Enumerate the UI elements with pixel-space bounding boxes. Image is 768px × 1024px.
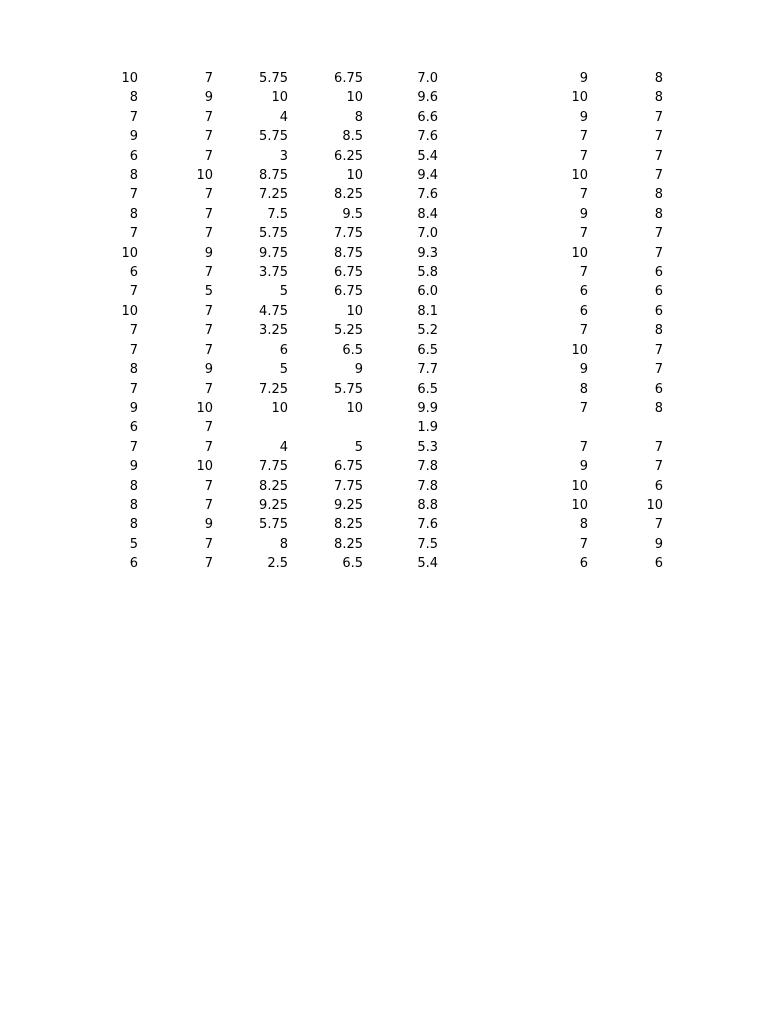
- table-cell: 10: [121, 303, 138, 319]
- table-cell: 7: [204, 439, 213, 455]
- table-row: [0, 263, 663, 282]
- table-cell: 7: [204, 109, 213, 125]
- table-cell: 4: [279, 109, 288, 125]
- table-cell: 10: [346, 400, 363, 416]
- table-cell: 5.25: [334, 323, 363, 339]
- table-cell: 7: [204, 206, 213, 222]
- table-cell: 7: [654, 342, 663, 358]
- table-cell: 1.9: [417, 420, 438, 436]
- table-cell: 7: [654, 245, 663, 261]
- table-row: [0, 244, 663, 263]
- table-cell: 7: [654, 439, 663, 455]
- table-cell: 6: [654, 478, 663, 494]
- table-cell: 9: [579, 362, 588, 378]
- table-cell: 7: [129, 381, 138, 397]
- table-cell: 7: [204, 129, 213, 145]
- table-cell: 7: [129, 226, 138, 242]
- table-cell: 6: [129, 420, 138, 436]
- table-cell: 8: [279, 536, 288, 552]
- table-cell: 10: [196, 400, 213, 416]
- table-cell: 7: [579, 400, 588, 416]
- table-cell: 9.25: [334, 497, 363, 513]
- table-cell: 10: [571, 245, 588, 261]
- table-cell: 6.5: [342, 556, 363, 572]
- table-cell: 7.8: [417, 459, 438, 475]
- table-cell: 7.6: [417, 129, 438, 145]
- table-cell: 7: [204, 381, 213, 397]
- table-cell: 6: [129, 148, 138, 164]
- table-cell: 7: [579, 536, 588, 552]
- table-cell: 8.25: [334, 517, 363, 533]
- table-cell: 7: [654, 459, 663, 475]
- table-cell: 7: [129, 439, 138, 455]
- table-cell: 8: [129, 90, 138, 106]
- table-cell: 10: [121, 71, 138, 86]
- table-cell: 6: [579, 284, 588, 300]
- table-cell: 6: [654, 265, 663, 281]
- table-cell: 5.4: [417, 556, 438, 572]
- table-cell: 5.4: [417, 148, 438, 164]
- table-cell: 9: [579, 71, 588, 86]
- table-cell: 10: [271, 90, 288, 106]
- table-cell: 9: [204, 245, 213, 261]
- table-cell: 6: [579, 303, 588, 319]
- table-cell: 9: [129, 400, 138, 416]
- table-cell: 7: [204, 497, 213, 513]
- table-cell: 7: [204, 536, 213, 552]
- table-cell: 6.75: [334, 284, 363, 300]
- table-cell: 7: [204, 420, 213, 436]
- table-cell: 10: [571, 497, 588, 513]
- table-row: [0, 496, 663, 515]
- table-cell: 8.8: [417, 497, 438, 513]
- table-cell: 10: [571, 478, 588, 494]
- table-cell: 10: [346, 168, 363, 184]
- table-row: [0, 147, 663, 166]
- table-row: [0, 418, 663, 437]
- table-cell: 7: [654, 148, 663, 164]
- table-cell: 7: [579, 226, 588, 242]
- table-cell: 9: [129, 129, 138, 145]
- table-cell: 10: [571, 90, 588, 106]
- table-row: [0, 88, 663, 107]
- table-cell: 2.5: [267, 556, 288, 572]
- table-row: [0, 535, 663, 554]
- table-cell: 5.2: [417, 323, 438, 339]
- table-cell: 7.5: [267, 206, 288, 222]
- table-cell: 3: [279, 148, 288, 164]
- table-cell: 5.75: [259, 517, 288, 533]
- table-cell: 10: [196, 168, 213, 184]
- table-cell: 10: [571, 342, 588, 358]
- table-cell: 5.75: [334, 381, 363, 397]
- table-cell: 10: [346, 303, 363, 319]
- table-cell: 8: [654, 187, 663, 203]
- table-cell: 4.75: [259, 303, 288, 319]
- table-cell: 7: [579, 323, 588, 339]
- table-cell: 5.75: [259, 129, 288, 145]
- table-cell: 9: [129, 459, 138, 475]
- table-cell: 10: [121, 245, 138, 261]
- table-cell: 7.7: [417, 362, 438, 378]
- table-cell: 7.25: [259, 381, 288, 397]
- table-cell: 6: [654, 381, 663, 397]
- table-cell: 9.9: [417, 400, 438, 416]
- table-row: [0, 302, 663, 321]
- table-cell: 8: [654, 206, 663, 222]
- table-cell: 9: [204, 517, 213, 533]
- table-cell: 7: [654, 129, 663, 145]
- table-cell: 9: [579, 109, 588, 125]
- table-cell: 8.5: [342, 129, 363, 145]
- table-cell: 9: [204, 90, 213, 106]
- table-cell: 9: [654, 536, 663, 552]
- table-cell: 7: [654, 109, 663, 125]
- table-cell: 7: [204, 556, 213, 572]
- table-cell: 5: [279, 362, 288, 378]
- table-row: [0, 360, 663, 379]
- table-cell: 5: [279, 284, 288, 300]
- table-cell: 7: [204, 187, 213, 203]
- table-cell: 7: [204, 323, 213, 339]
- table-cell: 7: [204, 478, 213, 494]
- table-cell: 7.0: [417, 226, 438, 242]
- table-cell: 10: [571, 168, 588, 184]
- table-cell: 7.75: [334, 478, 363, 494]
- table-cell: 8: [654, 90, 663, 106]
- table-cell: 7.0: [417, 71, 438, 86]
- table-cell: 7: [204, 226, 213, 242]
- table-cell: 6.5: [417, 381, 438, 397]
- table-cell: 7: [129, 284, 138, 300]
- table-cell: 6: [579, 556, 588, 572]
- table-cell: 6.5: [417, 342, 438, 358]
- table-cell: 9: [579, 459, 588, 475]
- table-row: [0, 380, 663, 399]
- table-cell: 9.3: [417, 245, 438, 261]
- table-cell: 8.1: [417, 303, 438, 319]
- table-cell: 8: [654, 400, 663, 416]
- table-cell: 7.25: [259, 187, 288, 203]
- table-row: [0, 515, 663, 534]
- table-cell: 7.5: [417, 536, 438, 552]
- table-cell: 6.0: [417, 284, 438, 300]
- table-row: [0, 399, 663, 418]
- table-cell: 9.25: [259, 497, 288, 513]
- table-row: [0, 108, 663, 127]
- table-cell: 7: [129, 342, 138, 358]
- table-cell: 3.25: [259, 323, 288, 339]
- table-cell: 6: [129, 265, 138, 281]
- table-row: [0, 166, 663, 185]
- table-cell: 8: [579, 517, 588, 533]
- table-cell: 8: [129, 168, 138, 184]
- table-cell: 10: [646, 497, 663, 513]
- table-cell: 6.6: [417, 109, 438, 125]
- table-cell: 9: [579, 206, 588, 222]
- table-cell: 8.75: [334, 245, 363, 261]
- table-cell: 7: [129, 187, 138, 203]
- table-cell: 8.4: [417, 206, 438, 222]
- table-cell: 7: [654, 226, 663, 242]
- table-cell: 7: [204, 148, 213, 164]
- table-cell: 5.75: [259, 71, 288, 86]
- table-cell: 7: [654, 168, 663, 184]
- table-row: [0, 185, 663, 204]
- table-cell: 8: [129, 206, 138, 222]
- table-cell: 7: [654, 517, 663, 533]
- table-cell: 8: [654, 323, 663, 339]
- table-cell: 6: [654, 284, 663, 300]
- table-cell: 8.75: [259, 168, 288, 184]
- table-row: [0, 127, 663, 146]
- table-cell: 8: [654, 71, 663, 86]
- table-cell: 6.75: [334, 459, 363, 475]
- table-cell: 9: [354, 362, 363, 378]
- table-row: [0, 457, 663, 476]
- table-cell: 8.25: [259, 478, 288, 494]
- table-cell: 4: [279, 439, 288, 455]
- table-cell: 9.6: [417, 90, 438, 106]
- table-cell: 6.5: [342, 342, 363, 358]
- table-cell: 10: [346, 90, 363, 106]
- table-cell: 6.75: [334, 71, 363, 86]
- table-cell: 7.8: [417, 478, 438, 494]
- table-cell: 3.75: [259, 265, 288, 281]
- table-cell: 8.25: [334, 187, 363, 203]
- table-cell: 7: [204, 265, 213, 281]
- table-cell: 5.8: [417, 265, 438, 281]
- table-row: [0, 438, 663, 457]
- table-cell: 6.75: [334, 265, 363, 281]
- table-cell: 7.75: [259, 459, 288, 475]
- table-cell: 6.25: [334, 148, 363, 164]
- table-row: [0, 321, 663, 340]
- table-cell: 8.25: [334, 536, 363, 552]
- table-cell: 7: [204, 342, 213, 358]
- table-cell: 6: [654, 303, 663, 319]
- table-cell: 8: [129, 478, 138, 494]
- table-cell: 5.3: [417, 439, 438, 455]
- table-cell: 10: [196, 459, 213, 475]
- table-cell: 7.6: [417, 187, 438, 203]
- table-cell: 6: [279, 342, 288, 358]
- table-cell: 7: [654, 362, 663, 378]
- table-cell: 7: [129, 109, 138, 125]
- table-cell: 9.75: [259, 245, 288, 261]
- table-cell: 9.4: [417, 168, 438, 184]
- data-table: [0, 69, 663, 574]
- table-cell: [288, 418, 363, 437]
- table-cell: 8: [129, 497, 138, 513]
- table-row: [0, 477, 663, 496]
- table-cell: 7: [579, 439, 588, 455]
- table-row: [0, 554, 663, 573]
- table-row: [0, 224, 663, 243]
- table-cell: 7: [579, 265, 588, 281]
- table-cell: 7.75: [334, 226, 363, 242]
- table-cell: 9.5: [342, 206, 363, 222]
- table-cell: 7: [204, 71, 213, 86]
- table-cell: 7: [129, 323, 138, 339]
- data-table-body: [0, 69, 663, 574]
- table-row: [0, 282, 663, 301]
- table-cell: 7: [579, 148, 588, 164]
- table-cell: 8: [354, 109, 363, 125]
- table-cell: [438, 418, 588, 437]
- table-cell: 7: [204, 303, 213, 319]
- table-row: [0, 341, 663, 360]
- table-row: [0, 69, 663, 88]
- table-cell: 6: [654, 556, 663, 572]
- table-cell: [588, 418, 663, 437]
- table-cell: 10: [271, 400, 288, 416]
- table-row: [0, 205, 663, 224]
- table-cell: 7: [579, 187, 588, 203]
- table-cell: 7.6: [417, 517, 438, 533]
- table-cell: 8: [129, 362, 138, 378]
- table-cell: 5.75: [259, 226, 288, 242]
- table-cell: 9: [204, 362, 213, 378]
- table-cell: 7: [579, 129, 588, 145]
- table-cell: 6: [129, 556, 138, 572]
- table-cell: 8: [129, 517, 138, 533]
- table-cell: 8: [579, 381, 588, 397]
- table-cell: 5: [129, 536, 138, 552]
- table-cell: 5: [204, 284, 213, 300]
- table-cell: 5: [354, 439, 363, 455]
- table-cell: [213, 418, 288, 437]
